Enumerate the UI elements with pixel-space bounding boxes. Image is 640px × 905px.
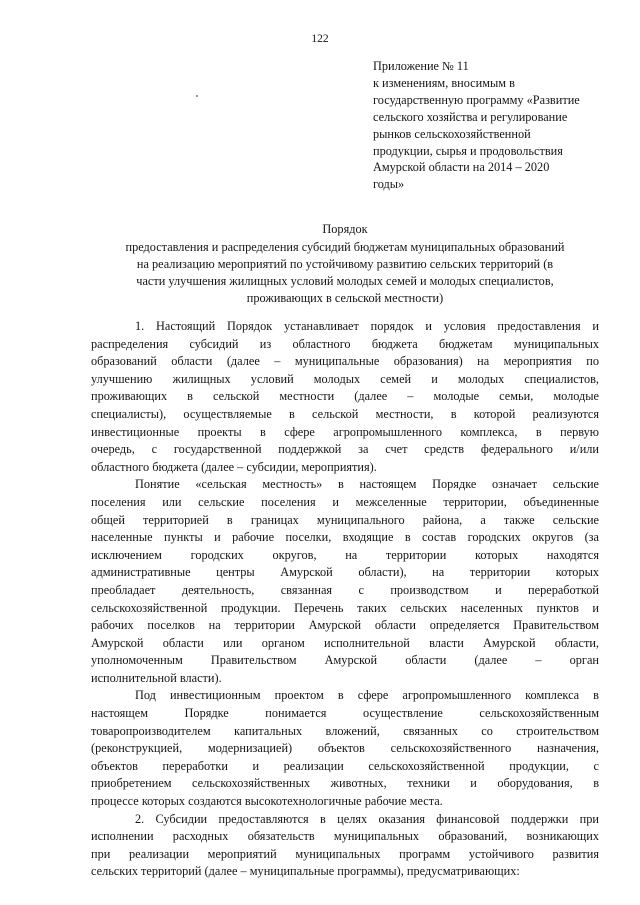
appendix-line: Амурской области на 2014 – 2020 (373, 160, 550, 175)
scan-speck (196, 95, 198, 97)
paragraph-line: процессе которых создаются высокотехнологичные рабочие места. (91, 794, 443, 809)
paragraph-line: областного бюджета (далее – субсидии, мероприятия). (91, 459, 377, 474)
paragraph-line: приобретением сельскохозяйственных животных, техники и оборудования, в (91, 776, 599, 791)
paragraph-line: Амурской области или органом исполнительной власти Амурской области, (91, 635, 599, 650)
appendix-line: рынков сельскохозяйственной (373, 126, 531, 141)
appendix-line: сельского хозяйства и регулирование (373, 109, 568, 124)
subtitle-line: на реализацию мероприятий по устойчивому развитию сельских территорий (в (136, 257, 554, 271)
appendix-line: годы» (373, 177, 405, 192)
document-subtitle (80, 239, 610, 307)
paragraph (91, 687, 599, 810)
paragraph-line: улучшению жилищных условий молодых семей и молодых специалистов, (91, 371, 599, 386)
paragraph-line: преобладает деятельность, связанная с производством и переработкой (91, 582, 599, 597)
paragraph (91, 811, 599, 881)
paragraph-line: Понятие «сельская местность» в настоящем Порядке означает сельские (135, 477, 599, 492)
paragraph-line: товаропроизводителем капитальных вложений, связанных со строительством (91, 723, 599, 738)
paragraph-line: объектов переработки и реализации сельскохозяйственной продукции, с (91, 758, 599, 773)
appendix-line: Приложение № 11 (373, 59, 469, 73)
subtitle-line: предоставления и распределения субсидий бюджетам муниципальных образований (125, 240, 565, 254)
paragraph-line: образований области (далее – муниципальные образования) на мероприятия по (91, 354, 599, 369)
paragraph (91, 318, 599, 476)
paragraph-line: при реализации мероприятий муниципальных программ устойчивого развития (91, 846, 599, 861)
paragraph-line: (реконструкцией, модернизацией) объектов сельскохозяйственного назначения, (91, 741, 599, 756)
appendix-line: к изменениям, вносимым в (373, 75, 515, 90)
subtitle-line: части улучшения жилищных условий молодых семей и молодых специалистов, (136, 274, 554, 288)
page-number: 122 (311, 33, 329, 45)
paragraph-line: Под инвестиционным проектом в сфере агропромышленного комплекса в (135, 688, 599, 703)
paragraph-line: очередь, с государственной поддержкой за счет средств федерального и/или (91, 442, 599, 457)
paragraph-line: исполнительной власти). (91, 670, 222, 685)
appendix-line: государственную программу «Развитие (373, 92, 580, 107)
paragraph-line: уполномоченным Правительством Амурской области (далее – орган (91, 653, 599, 668)
paragraph-line: 2. Субсидии предоставляются в целях оказания финансовой поддержки при (135, 811, 599, 826)
paragraph-line: инвестиционные проекты в сфере агропромышленного комплекса, в первую (91, 424, 599, 439)
paragraph-line: административные центры Амурской области), на территории которых (91, 565, 599, 580)
paragraph-line: исполнении расходных обязательств муниципальных образований, возникающих (91, 829, 599, 844)
paragraph-line: распределения субсидий из областного бюджета бюджетам муниципальных (91, 336, 599, 351)
paragraph-line: сельских территорий (далее – муниципальные программы), предусматривающих: (91, 864, 520, 879)
paragraph-line: населенные пункты и рабочие поселки, входящие в состав городских округов (за (91, 530, 599, 545)
paragraph (91, 476, 599, 687)
paragraph-line: исключением городских округов, на территории которых находятся (91, 547, 599, 562)
appendix-block (373, 58, 618, 193)
paragraph-line: специалисты), осуществляемые в сельской местности, в которой реализуются (91, 406, 599, 421)
paragraph-line: поселения или сельские поселения и межселенные территории, объединенные (91, 494, 599, 509)
document-body (91, 318, 599, 881)
paragraph-line: рабочих поселков на территории Амурской области определяется Правительством (91, 618, 599, 633)
document-title: Порядок (322, 222, 368, 236)
subtitle-line: проживающих в сельской местности) (246, 291, 444, 305)
paragraph-line: общей территорией в границах муниципального района, а также сельские (91, 512, 599, 527)
paragraph-line: настоящем Порядке понимается осуществление сельскохозяйственным (91, 706, 599, 721)
paragraph-line: 1. Настоящий Порядок устанавливает порядок и условия предоставления и (135, 319, 599, 333)
paragraph-line: проживающих в сельской местности (далее – молодые семьи, молодые (91, 389, 599, 404)
paragraph-line: сельскохозяйственной продукции. Перечень таких сельских населенных пунктов и (91, 600, 599, 615)
appendix-line: продукции, сырья и продовольствия (373, 143, 563, 158)
